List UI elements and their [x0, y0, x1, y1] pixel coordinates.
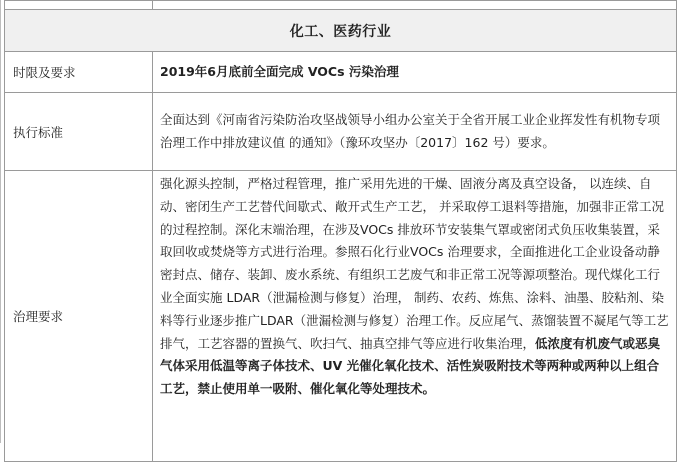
- table-title-row: [5, 10, 677, 52]
- table-top-strip: [5, 1, 677, 10]
- page-left-border: [0, 0, 1, 443]
- table-row: [5, 52, 677, 93]
- row-content-deadline: 2019年6月底前全面完成 VOCs 污染治理: [153, 52, 677, 93]
- row-content-governance: [153, 171, 677, 462]
- governance-highlight-text: 低浓度有机废气或恶臭气体采用低温等离子体技术、UV 光催化氧化技术、活性炭吸附技术等两种或两种以上组合工艺，禁止使用单一吸附、催化氧化等处理技术。: [160, 335, 661, 397]
- requirements-table: [4, 0, 677, 462]
- row-label-standard: 执行标准: [5, 93, 153, 171]
- row-content-standard: 全面达到《河南省污染防治攻坚战领导小组办公室关于全省开展工业企业挥发性有机物专项治理工作中排放建议值 的通知》（豫环攻坚办〔2017〕162 号）要求。: [153, 93, 677, 171]
- row-label-governance: 治理要求: [5, 171, 153, 462]
- table-row: [5, 171, 677, 462]
- governance-text: 强化源头控制，严格过程管理，推广采用先进的干燥、固液分离及真空设备， 以连续、自动、密闭生产工艺替代间歇式、敞开式生产工艺， 并采取停工退料等措施，加强非正常工况的过程控制。深化末端治理，在涉及VOCs 排放环节安装集气罩或密闭式负压收集装置，采取回收或焚烧等方式进行治理。参照石化行业VOCs 治理要求，全面推进化工企业设备动静密封点、储存、装卸、废水系统、有组织工艺废气和非正常工况等源项整治。现代煤化工行业全面实施 LDAR（泄漏检测与修复）治理， 制药、农药、炼焦、涂料、油墨、胶粘剂、染料等行业逐步推广LDAR（泄漏检测与修复）治理工作。反应尾气、蒸馏装置不凝尾气等工艺排气，工艺容器的置换气、吹扫气、抽真空排气等应进行收集治理，: [160, 176, 669, 351]
- table-title: 化工、医药行业: [5, 10, 677, 52]
- table-row: [5, 93, 677, 171]
- row-label-deadline: 时限及要求: [5, 52, 153, 93]
